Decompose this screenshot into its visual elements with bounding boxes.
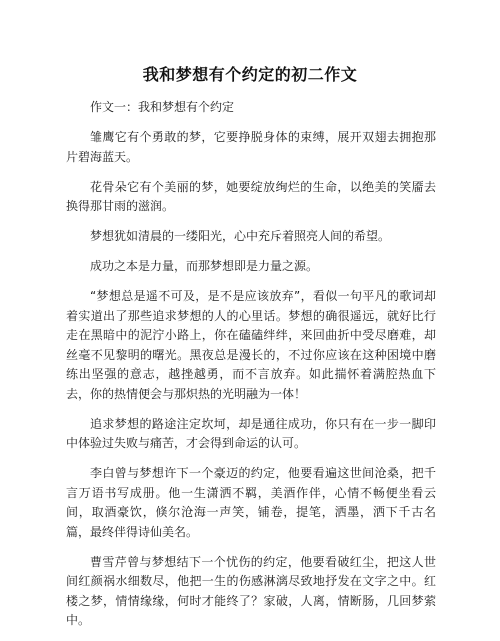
paragraph: 追求梦想的路途注定坎坷，却是通往成功，你只有在一步一脚印中体验过失败与痛苦，才会得到命运的认可。 bbox=[66, 416, 436, 450]
paragraph: 花骨朵它有个美丽的梦，她要绽放绚烂的生命，以绝美的笑靥去换得那甘雨的滋润。 bbox=[66, 179, 436, 213]
document-title: 我和梦想有个约定的初二作文 bbox=[142, 65, 358, 84]
paragraph: 李白曾与梦想许下一个豪迈的约定，他要看遍这世间沧桑，把千言万语书写成册。他一生潇洒不羁，美酒作伴，心情不畅便坐看云间，取酒豪饮，倏尔沧海一声笑，铺卷，提笔，洒墨，洒下千古名篇，最终伴得诗仙美名。 bbox=[66, 466, 436, 539]
paragraph: 成功之本是力量，而那梦想即是力量之源。 bbox=[90, 259, 319, 273]
document-body bbox=[66, 98, 436, 641]
paragraph: 曹雪芹曾与梦想结下一个忧伤的约定，他要看破红尘，把这人世间红颜祸水细数尽，他把一生的伤感淋漓尽致地抒发在文字之中。红楼之梦，情情缘缘，何时才能终了？家破，人离，情断肠，几回梦萦中。 bbox=[66, 554, 436, 627]
paragraph: 雏鹰它有个勇敢的梦，它要挣脱身体的束缚，展开双翅去拥抱那片碧海蓝天。 bbox=[66, 130, 436, 164]
paragraph: 梦想犹如清晨的一缕阳光，心中充斥着照亮人间的希望。 bbox=[90, 229, 391, 243]
paragraph-subtitle: 作文一：我和梦想有个约定 bbox=[90, 100, 235, 114]
paragraph: “梦想总是遥不可及，是不是应该放弃”，看似一句平凡的歌词却着实道出了那些追求梦想的人的心里话。梦想的确很遥远，就好比行走在黑暗中的泥泞小路上，你在磕磕绊绊，来回曲折中受尽磨难，却丝毫不见黎明的曙光。黑夜总是漫长的，不过你应该在这种困境中磨练出坚强的意志，越挫越勇，而不言放弃。如此揣怀着满腔热血下去，你的热情便会与那炽热的光明融为一体！ bbox=[66, 289, 436, 401]
